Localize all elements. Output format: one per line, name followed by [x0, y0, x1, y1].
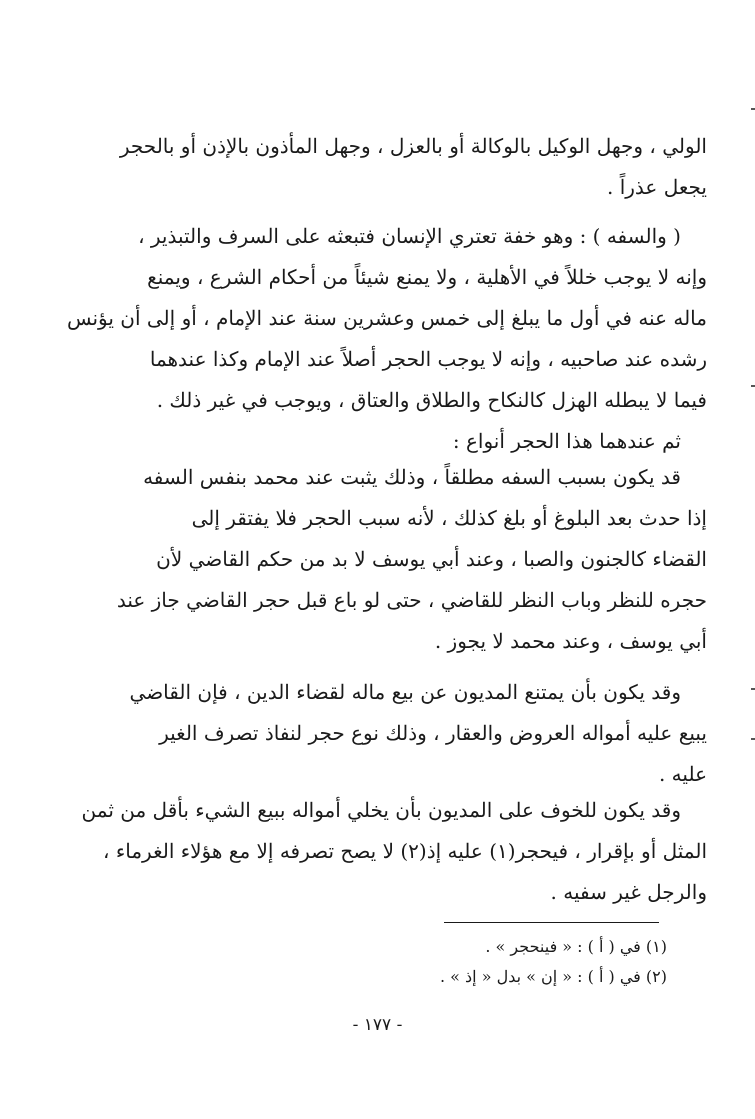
- paragraph-hajr-type-2: [45, 672, 707, 795]
- footnotes: [107, 932, 667, 992]
- page-number: - ١٧٧ -: [352, 1015, 403, 1035]
- text-line: ثم عندهما هذا الحجر أنواع :: [452, 429, 681, 453]
- paragraph-hajr-type-1: [45, 457, 707, 662]
- footnote-separator: [444, 922, 659, 923]
- footnote-2: (٢) في ( أ ) : « إن » بدل « إذ » .: [440, 967, 667, 986]
- text-line: والرجل غير سفيه .: [550, 880, 707, 904]
- text-line: إذا حدث بعد البلوغ أو بلغ كذلك ، لأنه سبب الحجر فلا يفتقر إلى: [191, 506, 707, 530]
- text-line: يبيع عليه أمواله العروض والعقار ، وذلك نوع حجر لنفاذ تصرف الغير: [159, 721, 707, 745]
- text-line: وقد يكون بأن يمتنع المديون عن بيع ماله لقضاء الدين ، فإن القاضي: [129, 680, 681, 704]
- text-line: حجره للنظر وباب النظر للقاضي ، حتى لو باع قبل حجر القاضي جاز عند: [116, 588, 707, 612]
- text-line: الولي ، وجهل الوكيل بالوكالة أو بالعزل ، وجهل المأذون بالإذن أو بالحجر: [119, 134, 707, 158]
- scan-edge-mark: [751, 738, 755, 740]
- scan-edge-mark: [751, 688, 755, 690]
- scan-edge-mark: [751, 385, 755, 387]
- scan-edge-mark: [751, 108, 755, 110]
- text-line: القضاء كالجنون والصبا ، وعند أبي يوسف لا بد من حكم القاضي لأن: [156, 547, 707, 571]
- text-line: رشده عند صاحبيه ، وإنه لا يوجب الحجر أصلاً عند الإمام وكذا عندهما: [149, 347, 707, 371]
- paragraph-continuation: [45, 126, 707, 208]
- text-line: ( والسفه ) : وهو خفة تعتري الإنسان فتبعثه على السرف والتبذير ،: [138, 224, 681, 248]
- text-line: ماله عنه في أول ما يبلغ إلى خمس وعشرين سنة عند الإمام ، أو إلى أن يؤنس: [66, 306, 707, 330]
- footnote-1: (١) في ( أ ) : « فينحجر » .: [485, 937, 667, 956]
- text-line: عليه .: [658, 762, 707, 786]
- text-line: فيما لا يبطله الهزل كالنكاح والطلاق والعتاق ، ويوجب في غير ذلك .: [156, 388, 707, 412]
- text-line: وإنه لا يوجب خللاً في الأهلية ، ولا يمنع شيئاً من أحكام الشرع ، ويمنع: [147, 265, 707, 289]
- text-line: يجعل عذراً .: [607, 175, 707, 199]
- text-line: المثل أو بإقرار ، فيحجر(١) عليه إذ(٢) لا يصح تصرفه إلا مع هؤلاء الغرماء ،: [103, 839, 707, 863]
- text-line: قد يكون بسبب السفه مطلقاً ، وذلك يثبت عند محمد بنفس السفه: [143, 465, 681, 489]
- paragraph-hajr-type-3: [45, 790, 707, 913]
- paragraph-safah-definition: [45, 216, 707, 462]
- text-line: أبي يوسف ، وعند محمد لا يجوز .: [434, 629, 707, 653]
- text-line: وقد يكون للخوف على المديون بأن يخلي أمواله ببيع الشيء بأقل من ثمن: [81, 798, 681, 822]
